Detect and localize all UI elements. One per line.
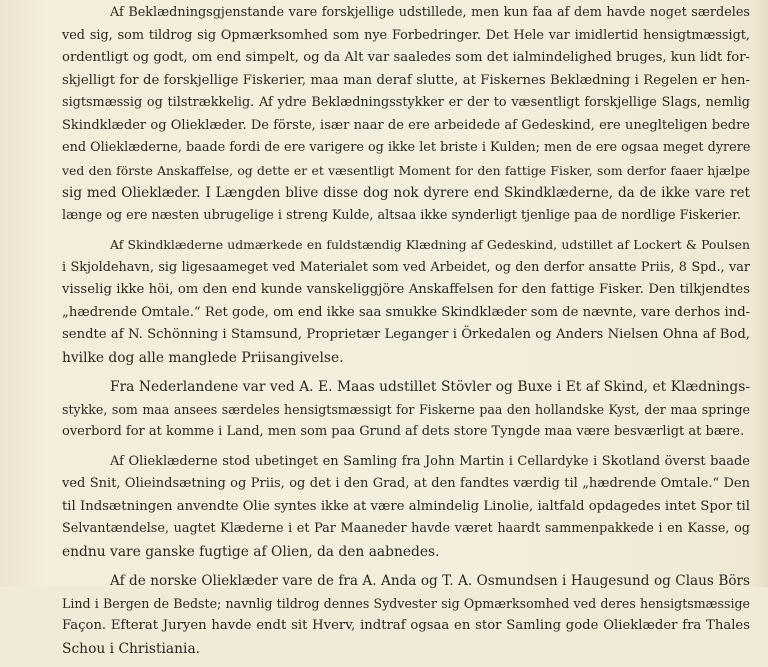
text-line: ordentligt og godt, om end simpelt, og da Alt var saaledes som det ialmindelighed bruges, kun lidt for- [62,50,750,65]
text-line: Af Olieklæderne stod ubetinget en Samling fra John Martin i Cellardyke i Skotland överst baade [110,453,750,469]
text-line: ved sig, som tildrog sig Opmærksomhed som nye Forbedringer. Det Hele var imidlertid hensigtmæssigt, [62,27,750,43]
text-line: stykke, som maa ansees særdeles hensigtsmæssigt for Fiskerne paa den hollandske Kyst, der maa springe [62,401,750,417]
paragraph-netherlands [62,376,750,444]
text-line: hvilke dog alle manglede Priisangivelse. [62,349,344,366]
text-line: længe og ere næsten ubrugelige i streng Kulde, altsaa ikke synderligt tjenlige paa de nordlige Fiskerier. [62,207,742,223]
text-line: sendte af N. Schönning i Stamsund, Proprietær Leganger i Örkedalen og Anders Nielsen Ohna af Bod, [62,327,750,342]
text-line: Lind i Bergen de Bedste; navnlig tildrog dennes Sydvester sig Opmærksomhed ved deres hensigtsmæssige [62,595,750,611]
text-line: ved den förste Anskaffelse, og dette er et væsentligt Moment for den fattige Fisker, som derfor faaer hjælpe [62,162,750,178]
body-text [62,2,750,667]
text-line: Af Beklædningsgjenstande vare forskjellige udstillede, men kun faa af dem havde noget særdeles [110,5,750,20]
text-line: „hædrende Omtale.“ Ret gode, om end ikke saa smukke Skindklæder som de nævnte, vare derhos ind- [62,304,750,320]
paragraph-skin-clothing [62,234,750,369]
text-line: end Olieklæderne, baade fordi de ere varigere og ikke let briste i Kulden; men de ere ogsaa meget dyrere [62,140,750,155]
text-line: sigtsmæssig og tilstrækkelig. Af ydre Beklædningsstykker er der to væsentligt forskjellige Slags, nemlig [62,95,750,110]
text-line: Fra Nederlandene var ved A. E. Maas udstillet Stövler og Buxe i Et af Skind, et Klædnings- [110,379,750,395]
text-line: Af Skindklæderne udmærkede en fuldstændig Klædning af Gedeskind, udstillet af Lockert & Poulsen [110,237,750,252]
text-line: Skindklæder og Olieklæder. De förste, især naar de ere arbeidede af Gedeskind, ere uneglteligen bedre [62,117,750,133]
text-line: til Indsætningen anvendte Olie syntes ikke at være almindelig Linolie, ialtfald opdagedes intet Spor til [62,498,750,514]
text-line: Façon. Efterat Juryen havde endt sit Hverv, indtraf ogsaa en stor Samling gode Olieklæder fra Thales [62,618,750,633]
page-edge-shadow [752,0,768,587]
text-line: sig med Olieklæder. I Længden blive disse dog nok dyrere end Skindklæderne, da de ikke vare ret [62,185,750,201]
text-line: ved Snit, Olieindsætning og Priis, og det i den Grad, at den fandtes værdig til „hædrende Omtale.“ Den [62,476,750,491]
text-line: Selvantændelse, uagtet Klæderne i et Par Maaneder havde været haardt sammenpakkede i en Kasse, og [62,521,750,536]
text-line: Af de norske Olieklæder vare de fra A. Anda og T. A. Osmundsen i Haugesund og Claus Börs [110,573,750,589]
text-line: Schou i Christiania. [62,640,201,657]
text-line: overbord for at komme i Land, men som paa Grund af dets store Tyngde maa være besværligt at bære. [62,424,745,439]
paragraph-norwegian-oil-clothing [62,570,750,660]
text-line: skjelligt for de forskjellige Fiskerier, maa man deraf slutte, at Fiskernes Beklædning i Regelen er hen- [62,72,750,88]
text-line: endnu vare ganske fugtige af Olien, da den aabnedes. [62,543,440,560]
text-line: visselig ikke höi, om den end kunde vanskeliggjöre Anskaffelsen for den fattige Fisker. Den tilkjendtes [62,282,750,297]
paragraph-clothing-overview [62,2,750,227]
text-line: i Skjoldehavn, sig ligesaameget ved Materialet som ved Arbeidet, og den derfor ansatte Priis, 8 Spd., var [62,259,750,275]
paragraph-oil-clothing [62,451,750,564]
